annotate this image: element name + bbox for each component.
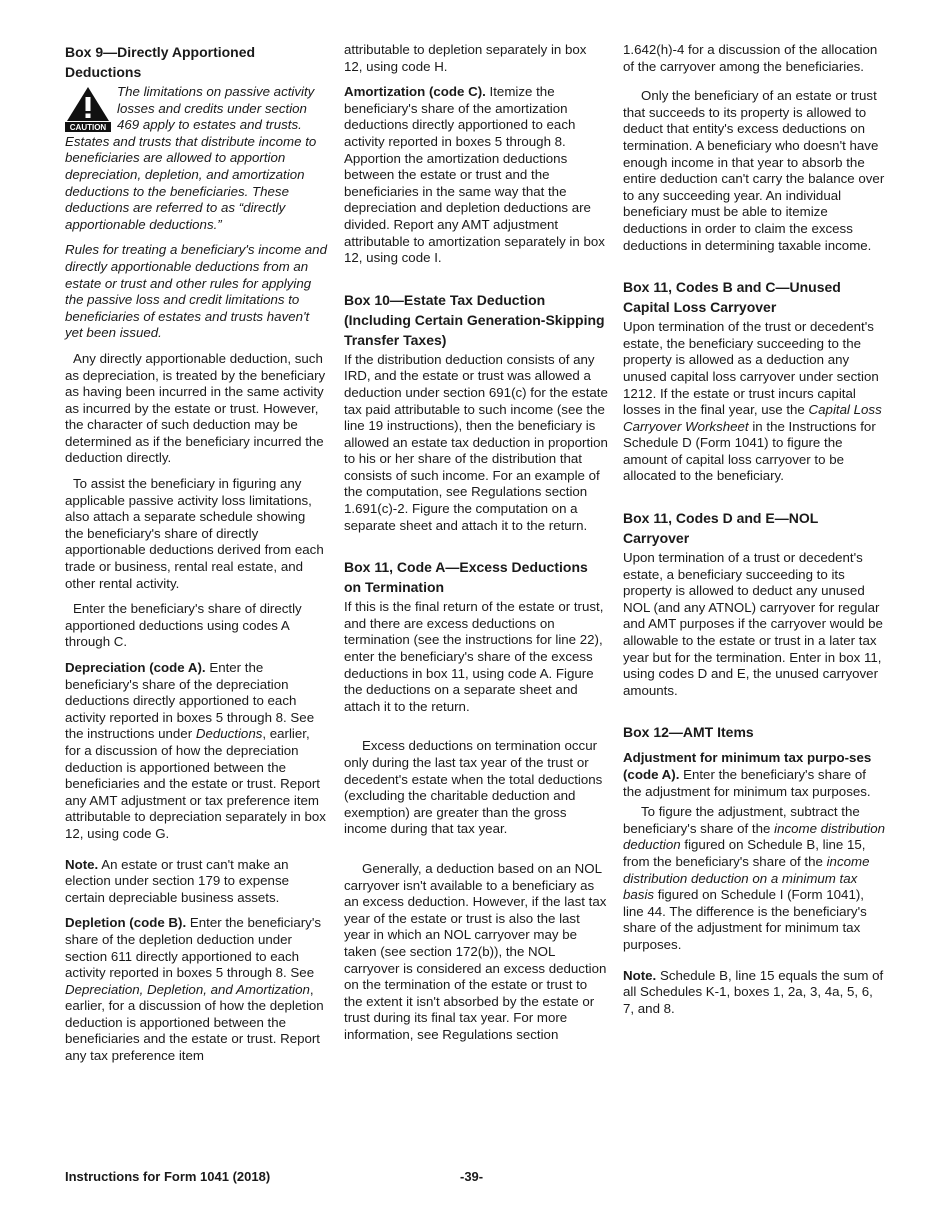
column-2: [344, 42, 608, 1053]
paragraph: 1.642(h)-4 for a discussion of the allocation of the carryover among the beneficiaries.: [623, 42, 878, 74]
column-1: [65, 42, 327, 1074]
adjustment-lead: Adjustment for minimum tax purpo-ses (code A).: [623, 750, 872, 782]
note-paragraph: Note. Schedule B, line 15 equals the sum of all Schedules K-1, boxes 1, 2a, 3, 4a, 5, 6, 7, and 8.: [623, 967, 884, 1016]
paragraph: To figure the adjustment, subtract the beneficiary's share of the income distribution deduction figured on Schedule B, line 15, from the beneficiary's share of the income distribution deduction on a minimum tax basis figured on Schedule I (Form 1041), line 44. The difference is the beneficiary's share of the adjustment for minimum tax purposes.: [623, 804, 885, 952]
paragraph: attributable to depletion separately in box 12, using code H.: [344, 42, 587, 74]
paragraph: Generally, a deduction based on an NOL carryover isn't available to a beneficiary as an excess deduction. However, if the last tax year of the estate or trust is also the last year in which an NOL carryover may be taken (see section 172(b)), the NOL carryover is considered an excess deduction on the termination of the estate or trust to the extent it isn't absorbed by the estate or trust during its final tax year. For more information, see Regulations section: [344, 860, 607, 1042]
caution-note: [65, 84, 327, 233]
depreciation-lead: Depreciation (code A).: [65, 660, 206, 675]
rules-text: Rules for treating a beneficiary's income and directly apportionable deductions from an estate or trust and other rules for applying the passive loss and credit limitations to beneficiaries of estates and trusts haven't yet been issued.: [65, 242, 327, 341]
note-lead: Note.: [65, 856, 99, 872]
paragraph: Any directly apportionable deduction, such as depreciation, is treated by the beneficiary as having been incurred in the same activity as incurred by the estate or trust. However, the character of such deduction may be determined as if the beneficiary incurred the deduction directly.: [65, 350, 326, 466]
adjustment-paragraph: Adjustment for minimum tax purpo-ses (code A). Enter the beneficiary's share of the adjustment for minimum tax purposes.: [623, 750, 872, 799]
paragraph: If this is the final return of the estate or trust, and there are excess deductions on termination (see the instructions for line 22), enter the beneficiary's share of the excess deductions in box 11, using code A. Figure the deductions on a separate sheet and attach it to the return.: [344, 599, 604, 714]
paragraph: Upon termination of the trust or decedent's estate, the beneficiary succeeding to the property is allowed as a deduction any unused capital loss carryover under section 1212. If the estate or trust incurs capital losses in the final year, use the Capital Loss Carryover Worksheet in the Instructions for Schedule D (Form 1041) to figure the amount of capital loss carryover to be allocated to the beneficiary.: [623, 319, 882, 484]
footer-form-title: Instructions for Form 1041 (2018): [65, 1169, 271, 1184]
amortization-paragraph: Amortization (code C). Itemize the beneficiary's share of the amortization deductions directly apportioned to each activity reported in boxes 5 through 8. Apportion the amortization deductions between the estate or trust and the beneficiaries in the same way that the depreciation and depletion deductions are divided. Report any AMT adjustment attributable to amortization separately in box 12, using code I.: [344, 84, 605, 266]
depletion-lead: Depletion (code B).: [65, 915, 187, 931]
paragraph: To assist the beneficiary in figuring any applicable passive activity loss limitations, also attach a separate schedule showing the beneficiary's share of directly apportionable deductions derived from each trade or business, rental real estate, and other rental activity.: [65, 476, 324, 591]
note-lead: Note.: [623, 967, 657, 983]
page-number: -39-: [460, 1169, 484, 1184]
amortization-lead: Amortization (code C).: [344, 84, 486, 100]
box11de-heading: Box 11, Codes D and E—NOL Carryover: [623, 510, 819, 547]
caution-icon: [65, 86, 111, 132]
paragraph: If the distribution deduction consists of any IRD, and the estate or trust was allowed a deduction under section 691(c) for the estate tax paid attributable to such income (see the line 19 instructions), then the beneficiary is allowed an estate tax deduction in proportion to his or her share of the distribution that consists of such income. For an example of the computation, see Regulations section 1.691(c)-2. Figure the computation on a separate sheet and attach it to the return.: [344, 351, 608, 533]
box9-heading: Box 9—Directly Apportioned Deductions: [65, 44, 256, 80]
depletion-paragraph: Depletion (code B). Enter the beneficiary's share of the depletion deduction under section 611 directly apportioned to each activity reported in boxes 5 through 8. See Depreciation, Depletion, and Amortization, earlier, for a discussion of how the depletion deduction is apportioned between the beneficiaries and the estate or trust. Report any tax preference item: [65, 915, 324, 1064]
paragraph: Excess deductions on termination occur only during the last tax year of the trust or decedent's estate when the total deductions (excluding the charitable deduction and exemption) are greater than the gross income during that tax year.: [344, 738, 603, 837]
box10-heading: Box 10—Estate Tax Deduction (Including Certain Generation-Skipping Transfer Taxes): [344, 291, 605, 348]
column-3: [623, 42, 887, 1026]
caution-icon-label: CAUTION: [69, 123, 107, 132]
paragraph: Enter the beneficiary's share of directly apportioned deductions using codes A through C.: [65, 601, 302, 650]
caution-text: The limitations on passive activity losses and credits under section 469 apply to estates and trusts. Estates and trusts that distribute income to beneficiaries are allowed to apportion depreciation, depletion, and amortization deductions to the beneficiaries. These deductions are referred to as “directly apportionable deductions.”: [65, 84, 317, 232]
box12-heading: Box 12—AMT Items: [623, 724, 754, 741]
paragraph: Upon termination of a trust or decedent's estate, a beneficiary succeeding to its property is allowed to deduct any unused NOL (and any ATNOL) carryover for regular and AMT purposes if the carryover would be allowable to the estate or trust in a later tax year but for the termination. Enter in box 11, using codes D and E, the unused carryover amounts.: [623, 550, 883, 698]
depreciation-paragraph: Depreciation (code A). Enter the beneficiary's share of the depreciation deductions directly apportioned to each activity reported in boxes 5 through 8. See the instructions under Deductions, earlier, for a discussion of how the depreciation deduction is apportioned between the beneficiaries and the estate or trust. Report any AMT adjustment or tax preference item attributable to depreciation separately in box 12, using code G.: [65, 660, 326, 841]
note-paragraph: Note. An estate or trust can't make an election under section 179 to expense certain depreciable business assets.: [65, 856, 289, 905]
box11bc-heading: Box 11, Codes B and C—Unused Capital Loss Carryover: [623, 279, 841, 316]
box11a-heading: Box 11, Code A—Excess Deductions on Termination: [344, 559, 588, 596]
paragraph: Only the beneficiary of an estate or trust that succeeds to its property is allowed to deduct that entity's excess deductions on termination. A beneficiary who doesn't have enough income in that year to absorb the entire deduction can't carry the balance over to any succeeding year. An individual beneficiary must be able to itemize deductions in order to claim the excess deductions in determining taxable income.: [623, 88, 885, 253]
